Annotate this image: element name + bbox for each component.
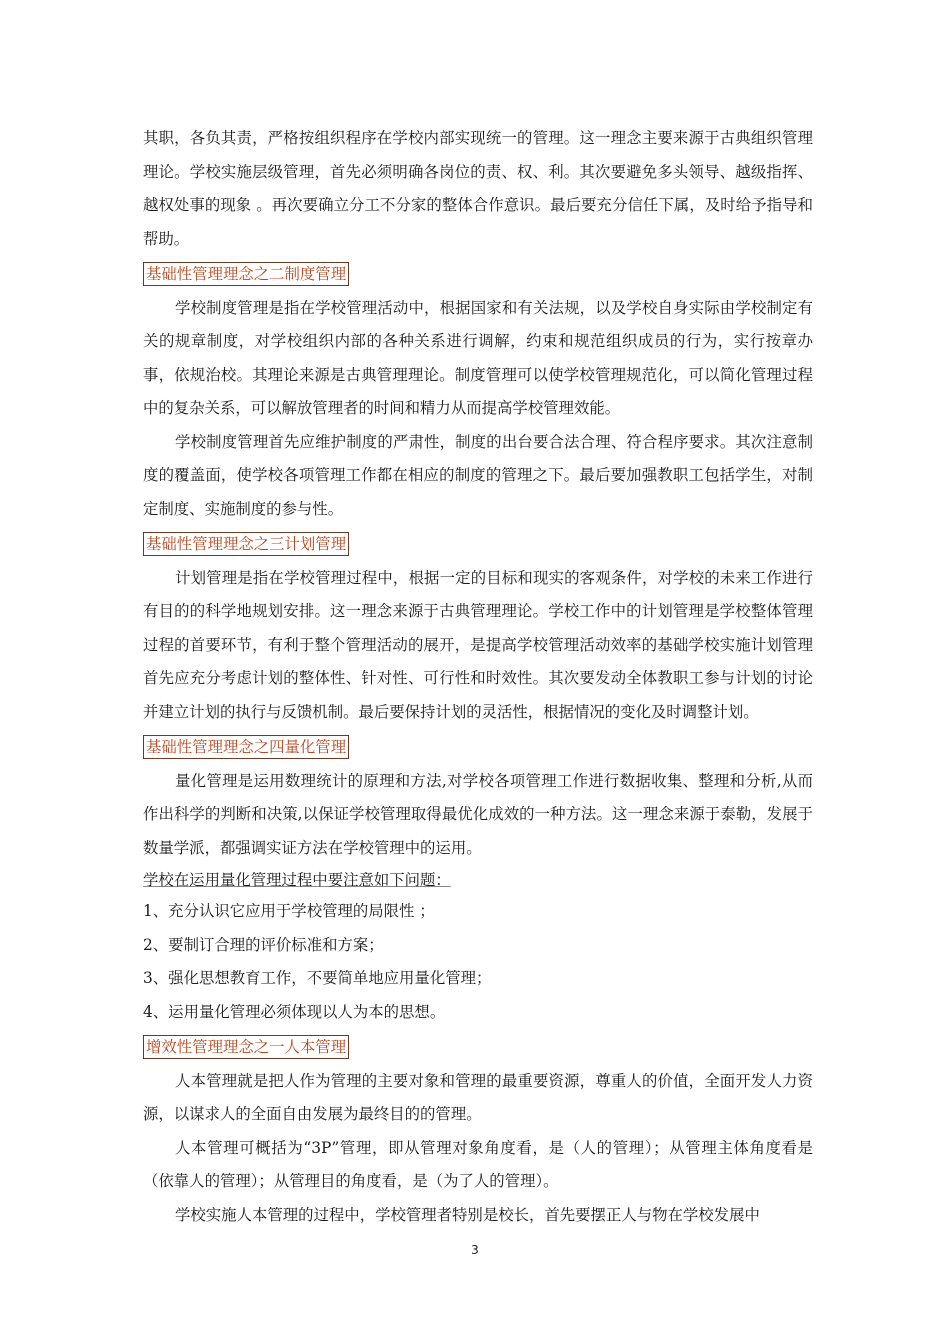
section-plan-management <box>143 526 813 729</box>
list-intro-note: 学校在运用量化管理过程中要注意如下问题： <box>143 871 451 889</box>
section-paragraph: 学校制度管理首先应维护制度的严肃性，制度的出台要合法合理、符合程序要求。其次注意制度的覆盖面，使学校各项管理工作都在相应的制度的管理之下。最后要加强教职工包括学生，对制定制度、实施制度的参与性。 <box>143 432 813 518</box>
list-item: 4、运用量化管理必须体现以人为本的思想。 <box>143 1002 446 1021</box>
page-number: 3 <box>471 1243 479 1257</box>
section-paragraph: 学校制度管理是指在学校管理活动中，根据国家和有关法规，以及学校自身实际由学校制定有关的规章制度，对学校组织内部的各种关系进行调解，约束和规范组织成员的行为，实行按章办事，依规治校。其理论来源是古典管理理论。制度管理可以使学校管理规范化，可以简化管理过程中的复杂关系，可以解放管理者的时间和精力从而提高学校管理效能。 <box>143 298 813 417</box>
section-human-centered-management <box>143 1029 813 1232</box>
section-paragraph: 人本管理就是把人作为管理的主要对象和管理的最重要资源，尊重人的价值，全面开发人力资源，以谋求人的全面自由发展为最终目的的管理。 <box>143 1071 813 1123</box>
section-paragraph: 计划管理是指在学校管理过程中，根据一定的目标和现实的客观条件，对学校的未来工作进行有目的的科学地规划安排。这一理念来源于古典管理理论。学校工作中的计划管理是学校整体管理过程的首要环节，有利于整个管理活动的展开，是提高学校管理活动效率的基础学校实施计划管理首先应充分考虑计划的整体性、针对性、可行性和时效性。其次要发动全体教职工参与计划的讨论并建立计划的执行与反馈机制。最后要保持计划的灵活性，根据情况的变化及时调整计划。 <box>143 568 813 721</box>
section-paragraph: 学校实施人本管理的过程中，学校管理者特别是校长，首先要摆正人与物在学校发展中 <box>175 1205 760 1224</box>
section-heading: 基础性管理理念之四量化管理 <box>143 735 349 759</box>
list-item: 1、充分认识它应用于学校管理的局限性 ； <box>143 902 435 920</box>
section-quantitative-management <box>143 729 813 1029</box>
section-heading: 基础性管理理念之三计划管理 <box>143 532 349 556</box>
section-heading: 增效性管理理念之一人本管理 <box>143 1035 349 1059</box>
intro-paragraph: 其职，各负其责，严格按组织程序在学校内部实现统一的管理。这一理念主要来源于古典组织管理理论。学校实施层级管理，首先必须明确各岗位的责、权、利。其次要避免多头领导、越级指挥、越权处事的现象 。再次要确立分工不分家的整体合作意识。最后要充分信任下属，及时给予指导和帮助。 <box>143 129 813 248</box>
document-body <box>143 122 813 1232</box>
section-institutional-management <box>143 256 813 526</box>
list-item: 2、要制订合理的评价标准和方案； <box>143 935 384 954</box>
list-item: 3、强化思想教育工作，不要简单地应用量化管理； <box>143 969 492 987</box>
section-heading: 基础性管理理念之二制度管理 <box>143 262 349 286</box>
section-paragraph: 量化管理是运用数理统计的原理和方法,对学校各项管理工作进行数据收集、整理和分析,从而作出科学的判断和决策,以保证学校管理取得最优化成效的一种方法。这一理念来源于泰勒，发展于数量学派，都强调实证方法在学校管理中的运用。 <box>143 771 813 857</box>
section-paragraph: 人本管理可概括为“3P”管理，即从管理对象角度看，是（人的管理）；从管理主体角度看是（依靠人的管理）；从管理目的角度看，是（为了人的管理）。 <box>143 1138 813 1190</box>
